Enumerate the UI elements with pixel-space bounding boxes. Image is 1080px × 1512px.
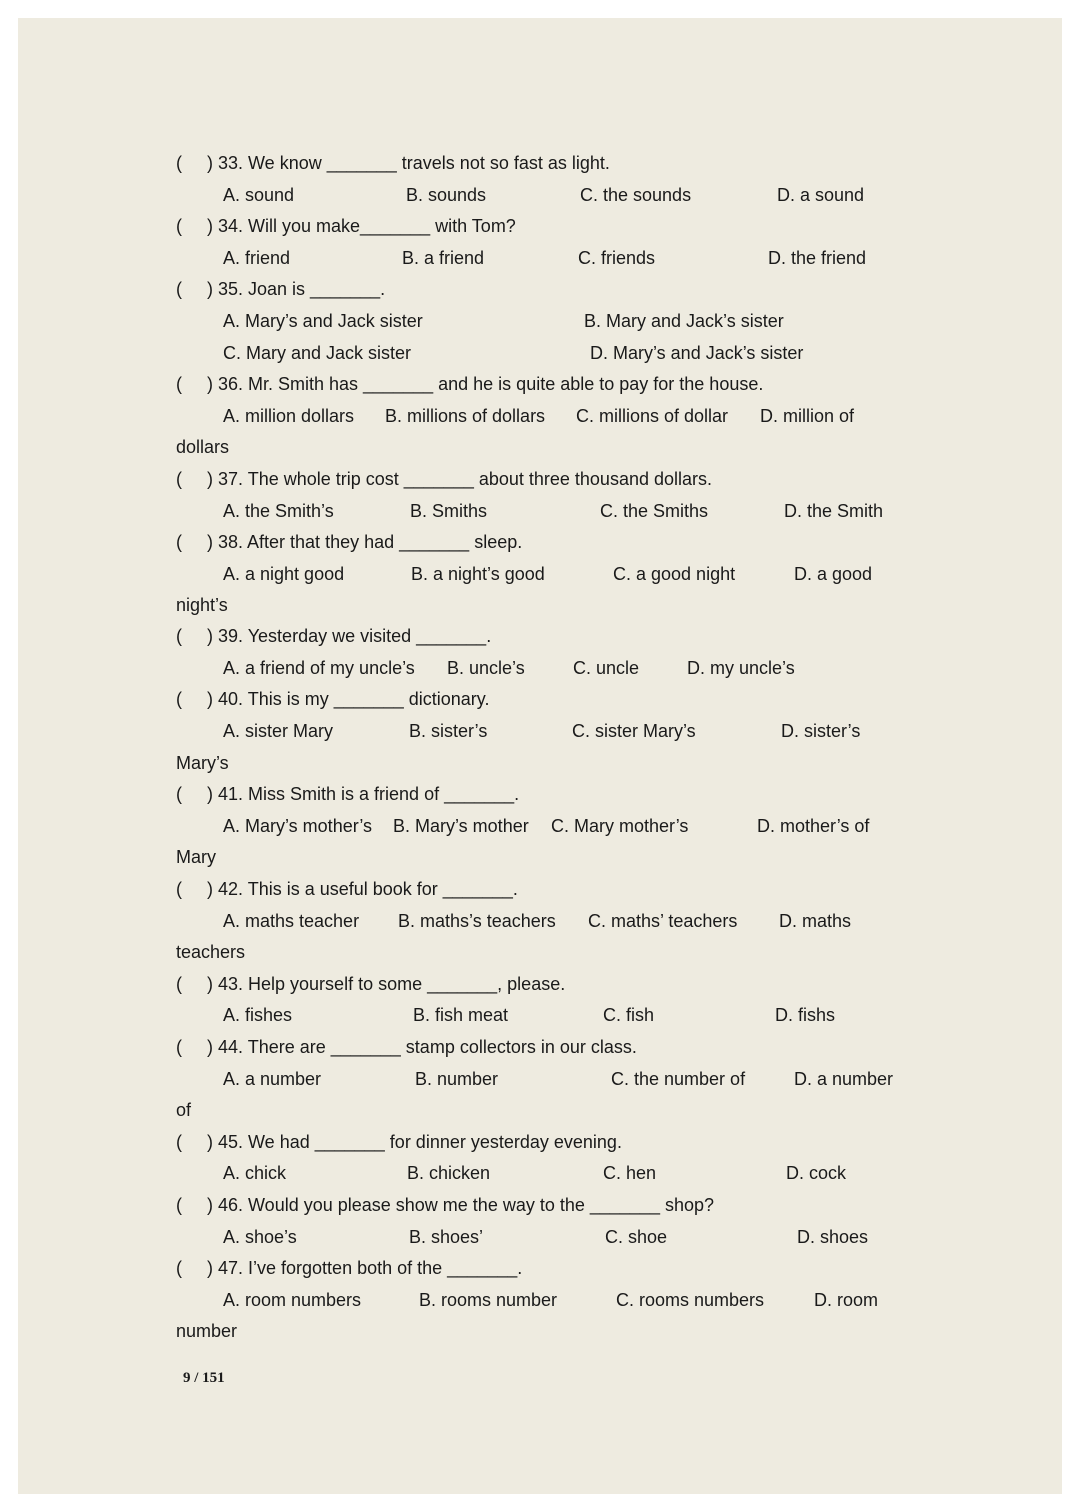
option-b: B. millions of dollars [385,406,546,426]
option-d-continuation: night’s [176,595,228,615]
option-a: A. fishes [223,1005,293,1025]
option-b: B. shoes’ [409,1227,484,1247]
document-page [18,18,1062,1494]
option-b: B. rooms number [419,1290,558,1310]
option-a: A. a night good [223,564,345,584]
option-c: C. the number of [611,1069,746,1089]
option-a: A. Mary’s mother’s [223,816,373,836]
option-d: D. million of [760,406,855,426]
page-number: 9 / 151 [183,1370,225,1386]
option-b: B. uncle’s [447,658,525,678]
option-d-continuation: of [176,1100,192,1120]
question-40: ( ) 40. This is my _______ dictionary. [176,689,490,709]
option-a: A. Mary’s and Jack sister [223,311,423,331]
option-d: D. room [814,1290,879,1310]
option-c: C. Mary mother’s [551,816,689,836]
option-c: C. Mary and Jack sister [223,343,412,363]
option-c: C. rooms numbers [616,1290,765,1310]
option-a: A. the Smith’s [223,501,334,521]
option-b: B. a friend [402,248,485,268]
option-d-continuation: number [176,1321,238,1341]
option-b: B. sister’s [409,721,488,741]
option-b: B. a night’s good [411,564,545,584]
option-c: C. millions of dollar [576,406,729,426]
option-d: D. maths [779,911,852,931]
option-c: C. sister Mary’s [572,721,696,741]
question-35: ( ) 35. Joan is _______. [176,279,386,299]
option-d: D. fishs [775,1005,836,1025]
option-a: A. chick [223,1163,287,1183]
option-c: C. the sounds [580,185,692,205]
option-d: D. a number [794,1069,894,1089]
option-c: C. a good night [613,564,736,584]
option-c: C. shoe [605,1227,668,1247]
question-43: ( ) 43. Help yourself to some _______, please. [176,974,566,994]
option-c: C. hen [603,1163,657,1183]
option-d: D. Mary’s and Jack’s sister [590,343,804,363]
question-45: ( ) 45. We had _______ for dinner yesterday evening. [176,1132,622,1152]
option-a: A. friend [223,248,291,268]
question-41: ( ) 41. Miss Smith is a friend of _______. [176,784,520,804]
option-b: B. sounds [406,185,487,205]
question-39: ( ) 39. Yesterday we visited _______. [176,626,492,646]
option-b: B. maths’s teachers [398,911,556,931]
question-44: ( ) 44. There are _______ stamp collectors in our class. [176,1037,637,1057]
option-c: C. the Smiths [600,501,709,521]
option-a: A. shoe’s [223,1227,297,1247]
option-a: A. a friend of my uncle’s [223,658,415,678]
option-b: B. fish meat [413,1005,509,1025]
question-47: ( ) 47. I’ve forgotten both of the _______. [176,1258,523,1278]
option-d: D. a sound [777,185,865,205]
option-d: D. sister’s [781,721,861,741]
option-d: D. the friend [768,248,867,268]
option-d: D. a good [794,564,873,584]
option-a: A. room numbers [223,1290,362,1310]
option-a: A. sister Mary [223,721,334,741]
option-d: D. the Smith [784,501,884,521]
question-46: ( ) 46. Would you please show me the way to the _______ shop? [176,1195,714,1215]
option-d-continuation: dollars [176,437,230,457]
option-b: B. Mary and Jack’s sister [584,311,784,331]
option-c: C. uncle [573,658,640,678]
option-d: D. cock [786,1163,847,1183]
option-b: B. Mary’s mother [393,816,529,836]
option-d: D. my uncle’s [687,658,795,678]
option-d: D. shoes [797,1227,869,1247]
question-42: ( ) 42. This is a useful book for _______. [176,879,518,899]
option-d-continuation: Mary’s [176,753,229,773]
option-b: B. chicken [407,1163,491,1183]
option-d-continuation: teachers [176,942,246,962]
option-a: A. sound [223,185,295,205]
question-38: ( ) 38. After that they had _______ sleep. [176,532,523,552]
option-d: D. mother’s of [757,816,870,836]
option-b: B. Smiths [410,501,488,521]
option-c: C. fish [603,1005,655,1025]
question-37: ( ) 37. The whole trip cost _______ about three thousand dollars. [176,469,713,489]
question-33: ( ) 33. We know _______ travels not so fast as light. [176,153,610,173]
question-34: ( ) 34. Will you make_______ with Tom? [176,216,516,236]
option-c: C. maths’ teachers [588,911,738,931]
option-a: A. a number [223,1069,322,1089]
option-b: B. number [415,1069,499,1089]
option-d-continuation: Mary [176,847,216,867]
option-a: A. million dollars [223,406,355,426]
question-36: ( ) 36. Mr. Smith has _______ and he is quite able to pay for the house. [176,374,764,394]
option-c: C. friends [578,248,656,268]
option-a: A. maths teacher [223,911,360,931]
